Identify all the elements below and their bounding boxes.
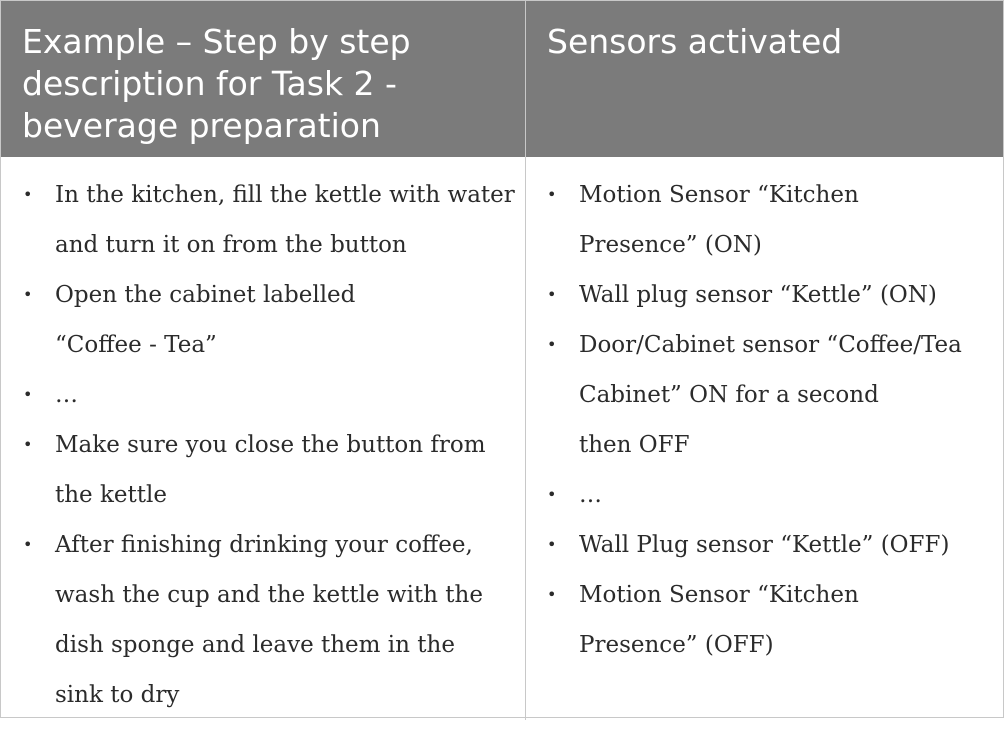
sensors-cell — [526, 157, 1003, 720]
sensor-text: Wall plug sensor “Kettle” (ON) — [579, 282, 937, 308]
bullet-icon: • — [547, 285, 557, 304]
bullet-icon: • — [547, 485, 557, 504]
header-sensors-activated: Sensors activated — [526, 1, 1003, 157]
list-item — [526, 520, 1003, 570]
step-text: In the kitchen, fill the kettle with water and turn it on from the button — [55, 182, 515, 258]
bullet-icon: • — [547, 535, 557, 554]
bullet-icon: • — [23, 535, 33, 554]
sensor-text: Motion Sensor “Kitchen Presence” (OFF) — [579, 582, 859, 658]
list-item — [526, 570, 1003, 670]
steps-list — [1, 170, 525, 720]
sensor-text: Door/Cabinet sensor “Coffee/Tea Cabinet” ON for a second then OFF — [579, 332, 962, 458]
sensor-text: Wall Plug sensor “Kettle” (OFF) — [579, 532, 950, 558]
step-text: … — [55, 382, 78, 408]
step-text: After finishing drinking your coffee, wash the cup and the kettle with the dish sponge and leave them in the sink to dry — [55, 532, 483, 708]
bullet-icon: • — [547, 585, 557, 604]
list-item — [1, 370, 525, 420]
sensor-text: … — [579, 482, 602, 508]
bullet-icon: • — [23, 385, 33, 404]
list-item — [526, 170, 1003, 270]
list-item — [1, 420, 525, 520]
step-text: Make sure you close the button from the kettle — [55, 432, 486, 508]
list-item — [1, 170, 525, 270]
list-item — [1, 270, 525, 370]
list-item — [526, 270, 1003, 320]
list-item — [1, 520, 525, 720]
sensors-list — [526, 170, 1003, 670]
bullet-icon: • — [547, 185, 557, 204]
sensor-text: Motion Sensor “Kitchen Presence” (ON) — [579, 182, 859, 258]
step-text: Open the cabinet labelled “Coffee - Tea” — [55, 282, 356, 358]
bullet-icon: • — [23, 285, 33, 304]
bullet-icon: • — [547, 335, 557, 354]
header-step-description: Example – Step by step description for Task 2 - beverage preparation — [1, 1, 526, 157]
list-item — [526, 470, 1003, 520]
bullet-icon: • — [23, 185, 33, 204]
steps-cell — [1, 157, 526, 720]
list-item — [526, 320, 1003, 470]
bullet-icon: • — [23, 435, 33, 454]
